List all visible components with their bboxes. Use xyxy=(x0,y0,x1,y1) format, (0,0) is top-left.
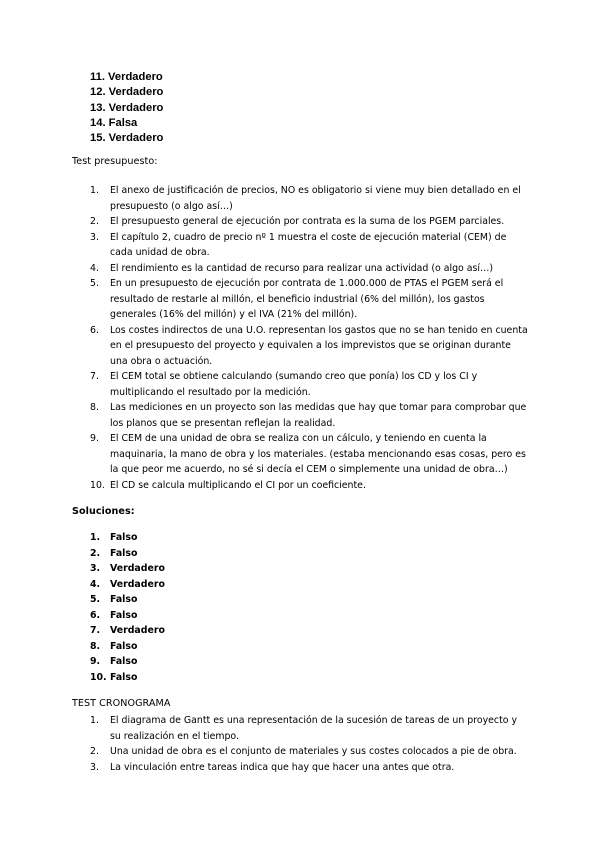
answers-top-list xyxy=(90,70,163,146)
item-text: Falsa xyxy=(108,116,138,129)
list-item xyxy=(90,744,530,760)
item-text: Las mediciones en un proyecto son las medidas que hay que tomar para comprobar que los planos que se presentan reflejan la realidad. xyxy=(110,402,527,429)
list-item xyxy=(90,85,163,100)
item-text: Verdadero xyxy=(108,132,164,145)
test-presupuesto-questions xyxy=(90,183,530,493)
list-item xyxy=(90,116,163,131)
item-text: El CEM de una unidad de obra se realiza con un cálculo, y teniendo en cuenta la maquinaria, la mano de obra y los materiales. (estaba mencionando esas cosas, pero es la que peor me acuerdo, no sé si decía el CEM o simplemente una unidad de obra…) xyxy=(110,433,526,475)
list-item xyxy=(90,713,530,744)
list-item xyxy=(90,214,530,230)
item-number: 6. xyxy=(90,324,99,336)
list-item xyxy=(90,577,165,593)
list-item xyxy=(90,608,165,624)
item-number: 9. xyxy=(90,433,99,444)
item-text: Falso xyxy=(110,656,138,667)
item-number: 1. xyxy=(90,185,99,196)
item-number: 2. xyxy=(90,746,99,757)
item-number: 6. xyxy=(90,609,101,621)
item-text: Verdadero xyxy=(108,71,163,83)
list-item xyxy=(90,654,165,670)
list-item xyxy=(90,101,163,116)
item-text: Falso xyxy=(110,532,138,543)
test-cronograma-questions xyxy=(90,713,530,775)
list-item xyxy=(90,478,530,494)
item-text: En un presupuesto de ejecución por contrata de 1.000.000 de PTAS el PGEM será el resultado de restarle al millón, el beneficio industrial (6% del millón), los gastos generales (16% del millón) y el IVA (21% del millón). xyxy=(110,278,504,320)
item-number: 10. xyxy=(90,671,107,683)
item-text: Falso xyxy=(110,640,138,652)
list-item xyxy=(90,639,165,655)
list-item xyxy=(90,369,530,400)
list-item xyxy=(90,131,163,146)
item-number: 7. xyxy=(90,625,101,636)
item-number: 2. xyxy=(90,216,99,227)
item-text: El anexo de justificación de precios, NO es obligatorio si viene muy bien detallado en el presupuesto (o algo así…) xyxy=(110,185,521,212)
item-number: 4. xyxy=(90,262,99,274)
list-item xyxy=(90,276,530,323)
list-item xyxy=(90,561,165,577)
item-text: El rendimiento es la cantidad de recurso para realizar una actividad (o algo así…) xyxy=(110,262,494,274)
list-item xyxy=(90,230,530,261)
item-number: 3. xyxy=(90,761,99,773)
item-number: 13. xyxy=(90,101,106,114)
item-number: 10. xyxy=(90,479,105,491)
list-item xyxy=(90,400,530,431)
test-presupuesto-heading: Test presupuesto: xyxy=(72,156,158,167)
item-text: Falso xyxy=(110,594,138,605)
item-number: 8. xyxy=(90,640,101,652)
list-item xyxy=(90,323,530,370)
list-item xyxy=(90,70,163,85)
item-number: 3. xyxy=(90,563,101,574)
list-item xyxy=(90,592,165,608)
item-number: 5. xyxy=(90,594,101,605)
list-item xyxy=(90,546,165,562)
list-item xyxy=(90,183,530,214)
item-number: 2. xyxy=(90,547,101,559)
item-text: Los costes indirectos de una U.O. representan los gastos que no se han tenido en cuenta en el presupuesto del proyecto y equivalen a los imprevistos que se originan durante una obra o actuación. xyxy=(110,324,528,367)
item-number: 15. xyxy=(90,132,106,145)
item-number: 11. xyxy=(90,71,105,83)
list-item xyxy=(90,760,530,776)
item-text: El CD se calcula multiplicando el CI por un coeficiente. xyxy=(110,479,366,491)
item-number: 9. xyxy=(90,656,101,667)
list-item xyxy=(90,530,165,546)
item-text: La vinculación entre tareas indica que hay que hacer una antes que otra. xyxy=(110,761,455,773)
item-text: Falso xyxy=(110,547,138,559)
item-number: 8. xyxy=(90,402,99,413)
item-number: 4. xyxy=(90,578,101,590)
item-number: 5. xyxy=(90,278,99,289)
item-number: 7. xyxy=(90,371,99,382)
item-text: Una unidad de obra es el conjunto de materiales y sus costes colocados a pie de obra. xyxy=(110,746,517,757)
soluciones-list xyxy=(90,530,165,685)
item-text: Falso xyxy=(110,671,138,683)
item-text: Verdadero xyxy=(110,578,165,590)
item-text: Verdadero xyxy=(110,563,165,574)
item-text: El capítulo 2, cuadro de precio nº 1 muestra el coste de ejecución material (CEM) de cada unidad de obra. xyxy=(110,231,507,258)
list-item xyxy=(90,431,530,478)
item-text: Verdadero xyxy=(108,86,164,99)
test-cronograma-heading: TEST CRONOGRAMA xyxy=(72,698,171,709)
item-text: El CEM total se obtiene calculando (sumando creo que ponía) los CD y los CI y multiplicando el resultado por la medición. xyxy=(110,371,478,398)
list-item xyxy=(90,623,165,639)
item-text: El presupuesto general de ejecución por contrata es la suma de los PGEM parciales. xyxy=(110,216,505,227)
item-number: 1. xyxy=(90,532,101,543)
item-number: 1. xyxy=(90,715,99,726)
item-text: El diagrama de Gantt es una representación de la sucesión de tareas de un proyecto y su realización en el tiempo. xyxy=(110,715,518,742)
soluciones-heading: Soluciones: xyxy=(72,506,135,517)
list-item xyxy=(90,261,530,277)
item-text: Verdadero xyxy=(110,625,165,636)
list-item xyxy=(90,670,165,686)
item-number: 3. xyxy=(90,231,99,243)
item-text: Falso xyxy=(110,609,138,621)
item-text: Verdadero xyxy=(108,101,164,114)
item-number: 12. xyxy=(90,86,106,99)
item-number: 14. xyxy=(90,116,106,129)
